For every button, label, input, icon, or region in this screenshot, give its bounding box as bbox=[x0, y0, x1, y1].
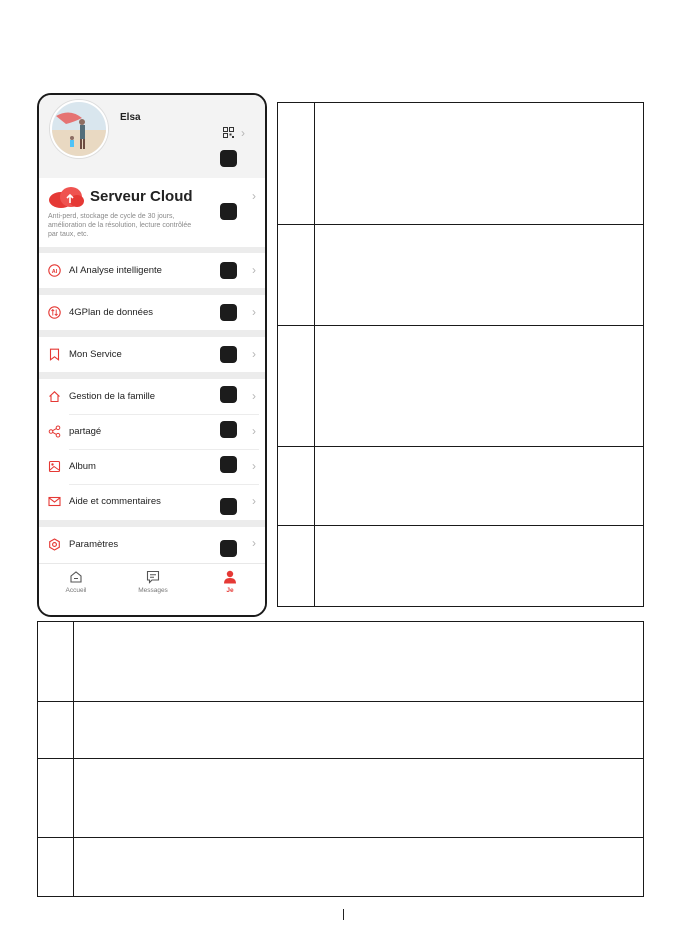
cloud-title: Serveur Cloud bbox=[90, 188, 193, 205]
menu-item-label: Mon Service bbox=[69, 349, 122, 360]
home-tab-icon bbox=[69, 570, 83, 584]
menu-item-label: 4GPlan de données bbox=[69, 307, 153, 318]
table-row bbox=[38, 837, 643, 897]
table-row bbox=[278, 525, 643, 607]
menu-item-label: Paramètres bbox=[69, 539, 119, 550]
chevron-right-icon[interactable]: › bbox=[252, 305, 256, 319]
menu-item-my-service[interactable] bbox=[39, 337, 265, 372]
tab-label: Je bbox=[226, 587, 234, 594]
tab-messages[interactable] bbox=[123, 570, 183, 594]
legend-table-bottom bbox=[37, 621, 644, 897]
settings-icon bbox=[48, 538, 61, 551]
bookmark-icon bbox=[48, 348, 61, 361]
message-icon bbox=[146, 570, 160, 584]
user-name: Elsa bbox=[120, 112, 141, 123]
callout-marker bbox=[220, 150, 237, 167]
menu-item-label: Aide et commentaires bbox=[69, 496, 161, 507]
column-divider bbox=[73, 622, 74, 896]
table-row bbox=[278, 224, 643, 326]
qr-code-icon[interactable] bbox=[223, 127, 234, 138]
callout-marker bbox=[220, 346, 237, 363]
callout-marker bbox=[220, 498, 237, 515]
chevron-right-icon[interactable]: › bbox=[252, 263, 256, 277]
callout-marker bbox=[220, 203, 237, 220]
callout-marker bbox=[220, 386, 237, 403]
chevron-right-icon[interactable]: › bbox=[252, 536, 256, 550]
menu-item-help[interactable] bbox=[39, 484, 265, 520]
table-row bbox=[278, 103, 643, 224]
chevron-right-icon[interactable]: › bbox=[252, 389, 256, 403]
callout-marker bbox=[220, 421, 237, 438]
menu-item-share[interactable] bbox=[39, 414, 265, 449]
cloud-service-card[interactable] bbox=[39, 178, 265, 247]
data-transfer-icon bbox=[48, 306, 61, 319]
callout-marker bbox=[220, 540, 237, 557]
chevron-right-icon[interactable]: › bbox=[252, 424, 256, 438]
tab-home[interactable] bbox=[46, 570, 106, 594]
table-row bbox=[38, 701, 643, 759]
chevron-right-icon[interactable]: › bbox=[252, 459, 256, 473]
table-row bbox=[38, 622, 643, 701]
menu-item-album[interactable] bbox=[39, 449, 265, 484]
chevron-right-icon[interactable]: › bbox=[252, 347, 256, 361]
user-icon bbox=[223, 570, 237, 584]
menu-item-label: partagé bbox=[69, 426, 102, 437]
cloud-upload-icon bbox=[47, 185, 85, 209]
callout-marker bbox=[220, 304, 237, 321]
page-marker bbox=[343, 909, 344, 920]
tab-label: Accueil bbox=[65, 587, 87, 594]
tab-me[interactable] bbox=[200, 570, 260, 594]
table-row bbox=[278, 446, 643, 526]
callout-marker bbox=[220, 456, 237, 473]
legend-table-right bbox=[277, 102, 644, 607]
column-divider bbox=[314, 103, 315, 606]
home-icon bbox=[48, 390, 61, 403]
profile-header[interactable] bbox=[39, 95, 265, 178]
tab-label: Messages bbox=[138, 587, 168, 594]
table-row bbox=[38, 758, 643, 838]
menu-item-label: Album bbox=[69, 461, 96, 472]
menu-item-ai-analysis[interactable] bbox=[39, 253, 265, 288]
chevron-right-icon[interactable]: › bbox=[252, 494, 256, 508]
menu-item-family[interactable] bbox=[39, 379, 265, 414]
cloud-description: Anti-perd, stockage de cycle de 30 jours, amélioration de la résolution, lecture contrôlée par taux, etc. bbox=[48, 213, 192, 238]
menu-item-data-plan[interactable] bbox=[39, 295, 265, 330]
menu-item-label: Gestion de la famille bbox=[69, 391, 156, 402]
ai-icon bbox=[48, 264, 61, 277]
chevron-right-icon[interactable]: › bbox=[241, 126, 245, 140]
album-icon bbox=[48, 460, 61, 473]
mail-icon bbox=[48, 495, 61, 508]
menu-group bbox=[39, 379, 265, 520]
phone-screen bbox=[37, 93, 267, 617]
bottom-tab-bar bbox=[39, 563, 265, 616]
menu-item-settings[interactable] bbox=[39, 527, 265, 563]
table-row bbox=[278, 325, 643, 447]
chevron-right-icon[interactable]: › bbox=[252, 189, 256, 203]
svg-text:AI: AI bbox=[51, 268, 58, 275]
menu-item-label: AI Analyse intelligente bbox=[69, 265, 162, 276]
avatar[interactable] bbox=[50, 100, 108, 158]
share-icon bbox=[48, 425, 61, 438]
callout-marker bbox=[220, 262, 237, 279]
